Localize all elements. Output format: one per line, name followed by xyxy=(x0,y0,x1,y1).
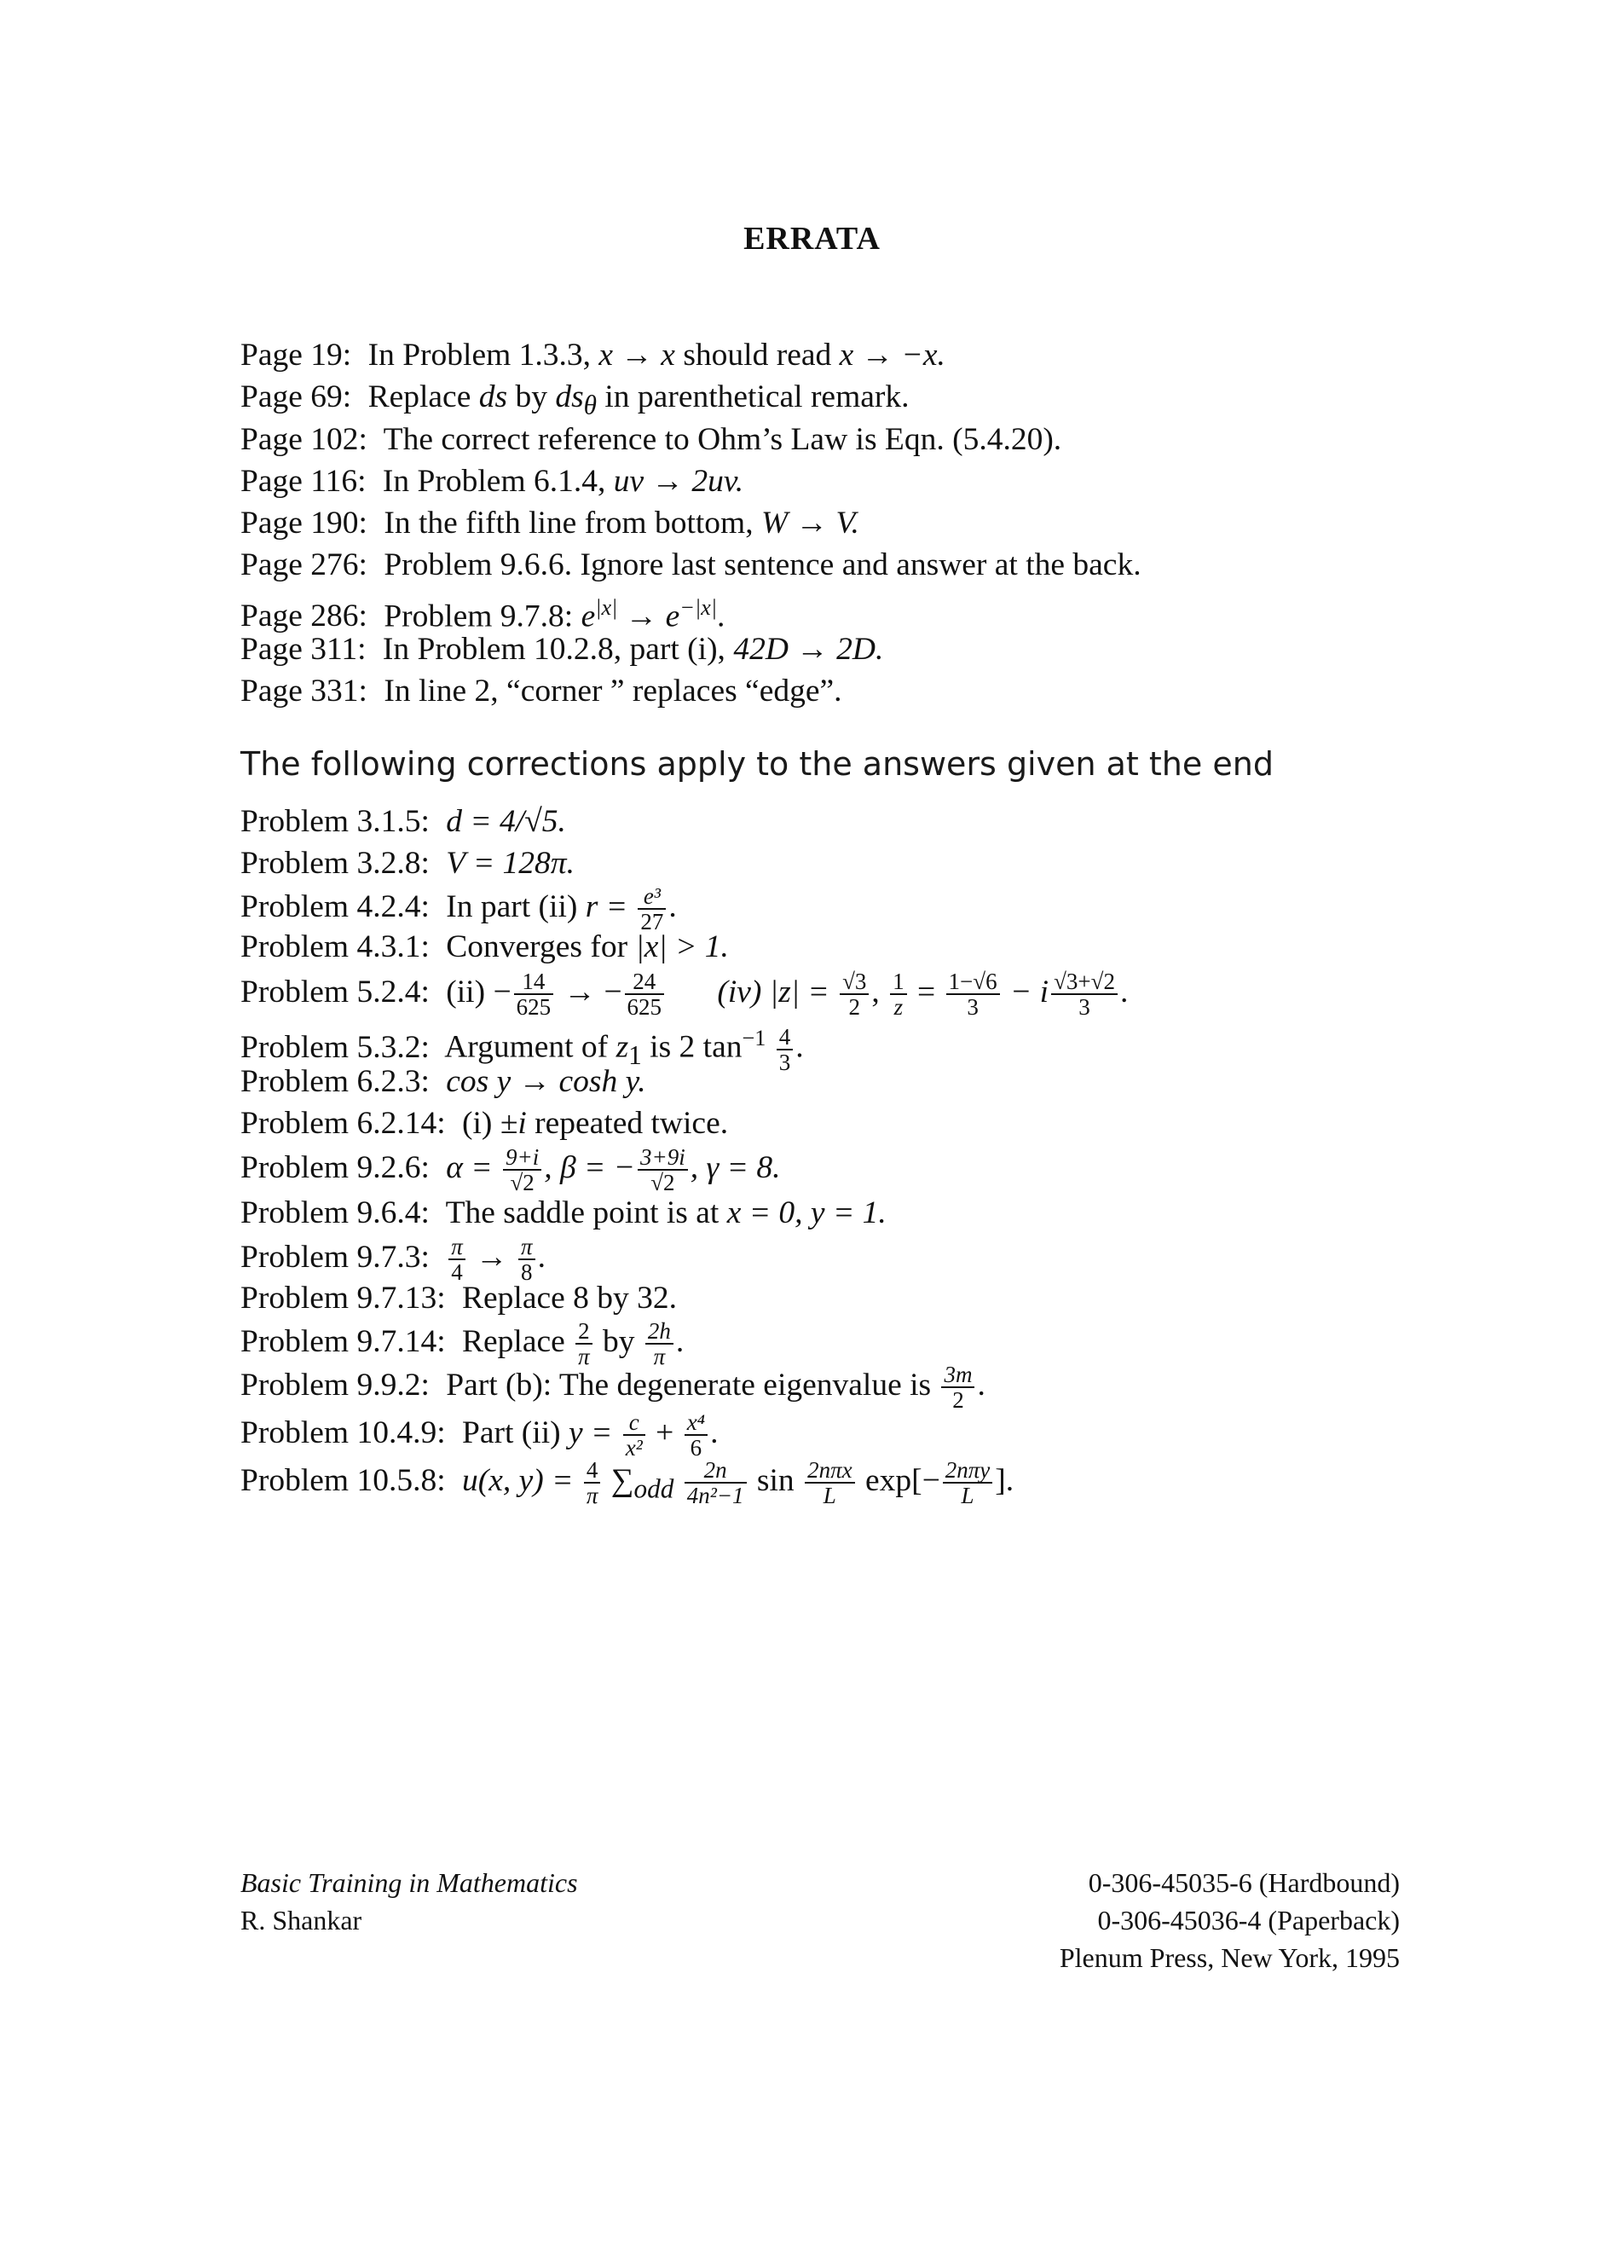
errata-item: Page 331: In line 2, “corner ” replaces “edge”. xyxy=(240,674,842,709)
answer-item: Problem 3.1.5: d = 4/√5. xyxy=(240,804,566,839)
errata-list xyxy=(240,334,1434,713)
answer-item: Problem 9.7.13: Replace 8 by 32. xyxy=(240,1281,678,1316)
fraction: $\frac{\text{2nπy}}{L}$ xyxy=(943,1458,993,1508)
answer-item: Problem 9.7.3: $\frac{\pi}{4}$ → $\frac{\pi}{8}$ . xyxy=(240,1234,546,1286)
fraction: $\frac{2h}{\pi}$ xyxy=(645,1319,673,1369)
publisher: Plenum Press, New York, 1995 xyxy=(1059,1942,1400,1973)
fraction: $\frac{\pi}{8}$ xyxy=(518,1235,535,1285)
fraction: $\frac{2}{\pi}$ xyxy=(575,1319,592,1369)
answer-item: Problem 3.2.8: V = 128π. xyxy=(240,846,575,881)
fraction: $\frac{4}{3}$ xyxy=(777,1025,794,1075)
fraction: $\frac{√3}{2}$ xyxy=(840,969,869,1020)
fraction: $\frac{\text{e³}}{27}$ xyxy=(638,884,666,934)
answer-item: Problem 6.2.3: cos y → cosh y. xyxy=(240,1064,646,1099)
errata-item: Page 102: The correct reference to Ohm’s Law is Eqn. (5.4.20). xyxy=(240,421,1062,457)
fraction: $\frac{14}{625}$ xyxy=(514,969,554,1020)
footer-publication-info xyxy=(1060,1864,1400,1976)
answers-heading: The following corrections apply to the answers given at the end xyxy=(240,745,1274,783)
fraction: $\frac{1-√6}{3}$ xyxy=(946,969,1000,1020)
answer-item: Problem 6.2.14: (i) ±i repeated twice. xyxy=(240,1106,729,1141)
errata-item: Page 19: In Problem 1.3.3, x → x should read x → −x. xyxy=(240,338,945,373)
isbn-hardbound: 0-306-45035-6 (Hardbound) xyxy=(1088,1867,1400,1898)
answer-item: Problem 9.2.6: α = $\frac{9+i}{√2}$ , β = − $\frac{3+9i}{√2}$ , γ = 8. xyxy=(240,1144,781,1196)
errata-item: Page 69: Replace ds by $ds_\theta$ in parenthetical remark. xyxy=(240,379,910,420)
isbn-paperback: 0-306-45036-4 (Paperback) xyxy=(1097,1905,1400,1935)
fraction: $\frac{24}{625}$ xyxy=(625,969,665,1020)
answer-item: Problem 9.7.14: Replace $\frac{2}{\pi}$ by $\frac{2h}{\pi}$ . xyxy=(240,1318,685,1370)
fraction: $\frac{c}{\text{x²}}$ xyxy=(623,1410,645,1461)
footer-book-info xyxy=(240,1864,578,1939)
answer-list xyxy=(240,801,1434,1509)
book-author: R. Shankar xyxy=(240,1905,362,1935)
page-title: ERRATA xyxy=(743,221,881,257)
fraction: $\frac{√3+√2}{3}$ xyxy=(1051,969,1118,1020)
answer-item: Problem 9.6.4: The saddle point is at x = 0, y = 1. xyxy=(240,1195,887,1230)
errata-item: Page 276: Problem 9.6.6. Ignore last sentence and answer at the back. xyxy=(240,547,1141,583)
answer-item: Problem 9.9.2: Part (b): The degenerate eigenvalue is $\frac{3m}{2}$ . xyxy=(240,1362,985,1414)
answer-item: Problem 10.4.9: Part (ii) y = $\frac{c}{\text{x²}}$ + $\frac{\text{x⁴}}{6}$ . xyxy=(240,1409,719,1461)
answer-item: Problem 5.3.2: Argument of $z_1$ is 2 $\tan^{-1}$ $\frac{4}{3}$ . xyxy=(240,1023,804,1075)
errata-item: Page 311: In Problem 10.2.8, part (i), 42D → 2D. xyxy=(240,632,884,668)
fraction: $\frac{9+i}{√2}$ xyxy=(503,1145,541,1195)
errata-item: Page 286: Problem 9.7.8: $e^{|x|} \to e^{-|x|}$. xyxy=(240,594,725,634)
errata-item: Page 116: In Problem 6.1.4, uv → 2uv. xyxy=(240,463,744,499)
fraction: $\frac{4}{\pi}$ xyxy=(584,1458,601,1508)
fraction: $\frac{\text{2nπx}}{L}$ xyxy=(805,1458,855,1508)
answer-item: Problem 4.2.4: In part (ii) r = $\frac{\text{e³}}{27}$ . xyxy=(240,883,677,935)
answer-item: Problem 4.3.1: Converges for |x| > 1. xyxy=(240,929,729,964)
answer-item: Problem 10.5.8: u(x, y) = $\frac{4}{\pi}$ $\sum_{odd}$ $\frac{2n}{\text{4n²−1}}$ sin $\frac{\text{2nπx}}{L}$ exp[− $\frac{\text{2nπy}}{L}$ ]. xyxy=(240,1457,1014,1509)
fraction: $\frac{3+9i}{√2}$ xyxy=(638,1145,688,1195)
answer-item: Problem 5.2.4: (ii) − $\frac{14}{625}$ → − $\frac{24}{625}$ (iv) |z| = $\frac{√3}{2}$ , $\frac{1}{z}$ = $\frac{1-√6}{3}$ − i $\frac{√3+√2}{3}$ . xyxy=(240,969,1129,1021)
fraction: $\frac{\pi}{4}$ xyxy=(448,1235,465,1285)
errata-item: Page 190: In the fifth line from bottom, W → V. xyxy=(240,506,859,541)
fraction: $\frac{\text{x⁴}}{6}$ xyxy=(685,1410,708,1461)
fraction: $\frac{1}{z}$ xyxy=(890,969,907,1020)
book-title: Basic Training in Mathematics xyxy=(240,1867,578,1898)
fraction: $\frac{3m}{2}$ xyxy=(941,1363,974,1413)
fraction: $\frac{2n}{\text{4n²−1}}$ xyxy=(685,1458,747,1508)
